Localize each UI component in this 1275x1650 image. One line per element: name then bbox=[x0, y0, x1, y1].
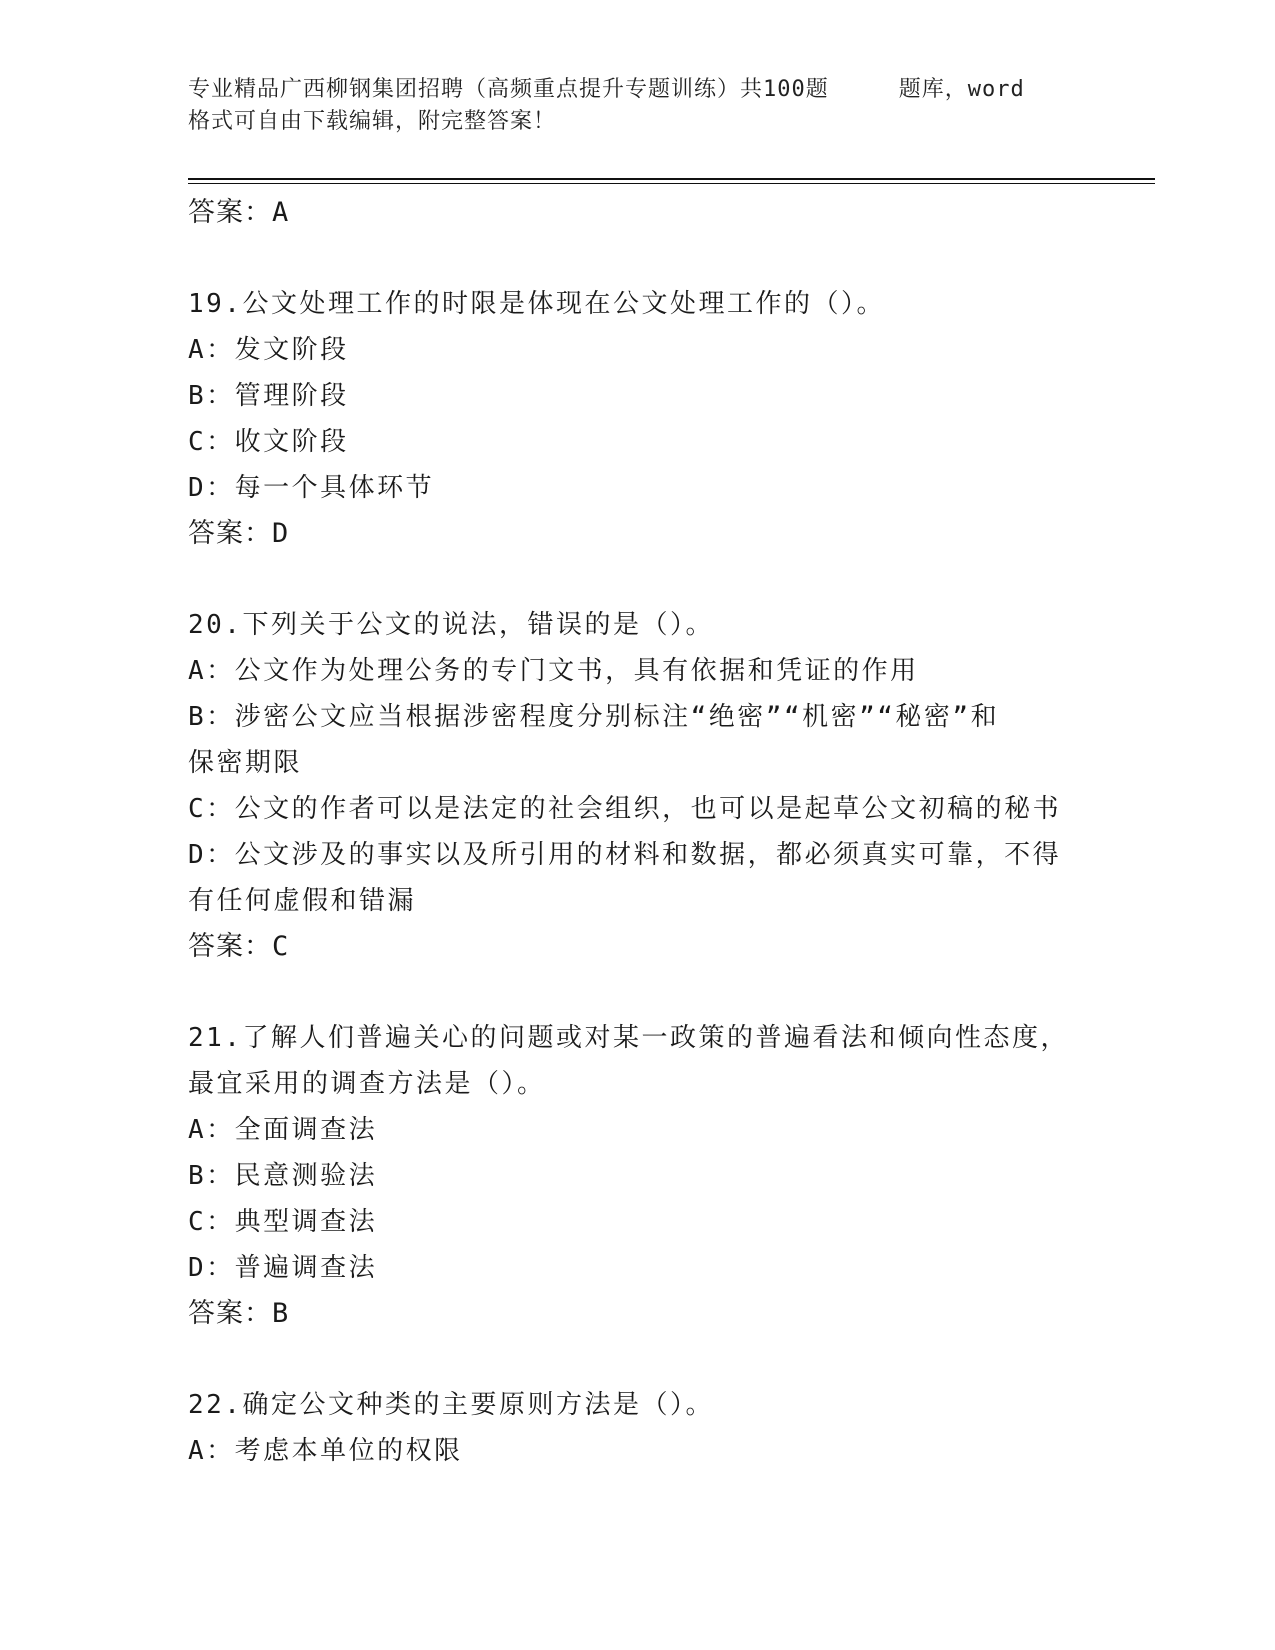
option-line: A：公文作为处理公务的专门文书，具有依据和凭证的作用 bbox=[188, 656, 919, 686]
answer-line bbox=[188, 924, 1088, 970]
option-line: A：全面调查法 bbox=[188, 1115, 378, 1145]
header-line-2: 格式可自由下载编辑，附完整答案！ bbox=[188, 109, 557, 134]
option-line: D：公文涉及的事实以及所引用的材料和数据，都必须真实可靠，不得 bbox=[188, 840, 1062, 870]
answer-value: C bbox=[272, 931, 290, 962]
header-divider-thin bbox=[188, 183, 1155, 184]
question-block bbox=[188, 1015, 1088, 1337]
answer-line bbox=[188, 511, 1088, 557]
header-line-1 bbox=[188, 74, 1088, 106]
question-spacer bbox=[188, 236, 1088, 281]
answer-value: D bbox=[272, 518, 290, 549]
answer-label: 答案： bbox=[188, 931, 272, 962]
header-divider bbox=[188, 178, 1155, 180]
question-block bbox=[188, 602, 1088, 970]
question-list bbox=[188, 190, 1088, 1474]
question-spacer bbox=[188, 557, 1088, 602]
option-line: 有任何虚假和错漏 bbox=[188, 886, 417, 916]
answer-label: 答案： bbox=[188, 197, 272, 228]
option-line: D：普遍调查法 bbox=[188, 1253, 378, 1283]
answer-value: B bbox=[272, 1298, 290, 1329]
option-line: C：典型调查法 bbox=[188, 1207, 378, 1237]
answer-line bbox=[188, 190, 1088, 236]
option-line: A：考虑本单位的权限 bbox=[188, 1436, 463, 1466]
question-stem: 19.公文处理工作的时限是体现在公文处理工作的（）。 bbox=[188, 289, 885, 319]
question-stem: 22.确定公文种类的主要原则方法是（）。 bbox=[188, 1390, 714, 1420]
question-stem: 20.下列关于公文的说法，错误的是（）。 bbox=[188, 610, 714, 640]
option-line: D：每一个具体环节 bbox=[188, 473, 435, 503]
option-line: C：公文的作者可以是法定的社会组织，也可以是起草公文初稿的秘书 bbox=[188, 794, 1062, 824]
header-title-suffix: 题库，word bbox=[898, 77, 1025, 102]
answer-line bbox=[188, 1291, 1088, 1337]
header-title: 专业精品广西柳钢集团招聘（高频重点提升专题训练）共100题 bbox=[188, 77, 829, 102]
question-stem: 最宜采用的调查方法是（）。 bbox=[188, 1069, 546, 1099]
question-spacer bbox=[188, 970, 1088, 1015]
answer-label: 答案： bbox=[188, 518, 272, 549]
option-line: B：管理阶段 bbox=[188, 381, 349, 411]
question-stem: 21.了解人们普遍关心的问题或对某一政策的普遍看法和倾向性态度， bbox=[188, 1023, 1069, 1053]
option-line: C：收文阶段 bbox=[188, 427, 349, 457]
question-block bbox=[188, 1382, 1088, 1474]
option-line: 保密期限 bbox=[188, 748, 303, 778]
question-spacer bbox=[188, 1337, 1088, 1382]
question-block bbox=[188, 281, 1088, 557]
answer-label: 答案： bbox=[188, 1298, 272, 1329]
answer-value: A bbox=[272, 197, 290, 228]
page-header bbox=[188, 74, 1088, 138]
option-line: B：民意测验法 bbox=[188, 1161, 378, 1191]
option-line: B：涉密公文应当根据涉密程度分别标注“绝密”“机密”“秘密”和 bbox=[188, 702, 1000, 732]
option-line: A：发文阶段 bbox=[188, 335, 349, 365]
